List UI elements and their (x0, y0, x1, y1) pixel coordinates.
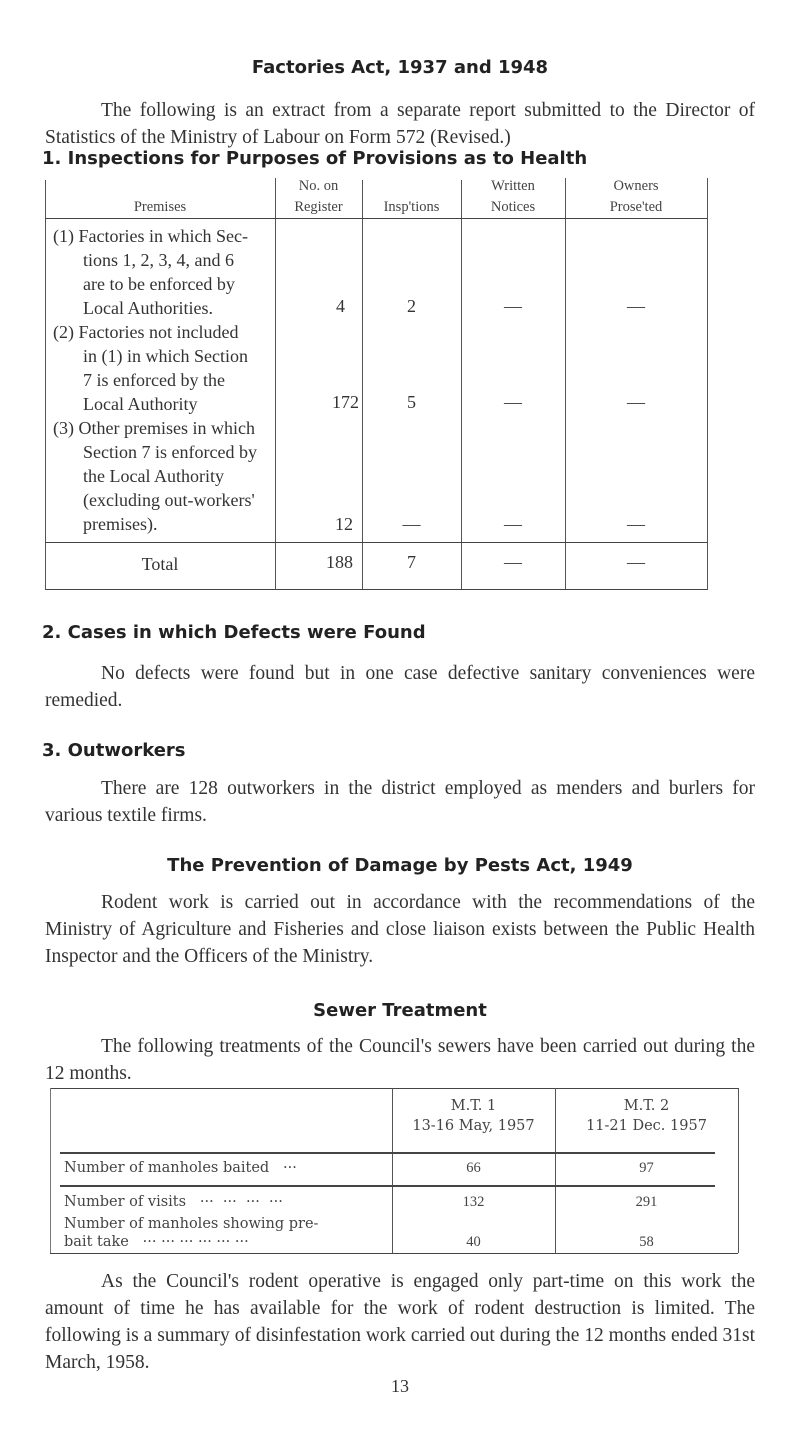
row-1-prosecuted: — (627, 296, 645, 316)
sewer-row-2-mt1: 132 (462, 1194, 485, 1210)
closing-text: As the Council's rodent operative is engaged only part-time on this work the amount of time he has available for the work of rodent destruction is limited. The following is a summary of disinfestation work carried out during the 12 months ended 31st March, 1958. (45, 1271, 755, 1373)
row-3-line: the Local Authority (83, 466, 224, 486)
row-3-line: premises). (83, 514, 158, 534)
row-1-notices: — (504, 296, 522, 316)
row-1-register: 4 (336, 296, 345, 316)
sewer-col-2-line1: M.T. 2 (623, 1098, 670, 1114)
sewer-heading: Sewer Treatment (313, 1000, 487, 1021)
header-premises: Premises (133, 199, 187, 215)
row-1-line: tions 1, 2, 3, 4, and 6 (83, 250, 234, 270)
row-2-line: (2) Factories not included (53, 322, 239, 342)
section-2-text: No defects were found but in one case defective sanitary conveniences were remedied. (45, 663, 755, 711)
row-1-line: (1) Factories in which Sec- (53, 226, 248, 246)
closing-paragraph (45, 1268, 755, 1376)
sewer-row-3-label-line1: Number of manholes showing pre- (64, 1216, 319, 1232)
sewer-text: The following treatments of the Council's sewers have been carried out during the 12 months. (45, 1036, 755, 1084)
sewer-row-1-label: Number of manholes baited ··· (64, 1160, 297, 1176)
row-3-line: (3) Other premises in which (53, 418, 255, 438)
row-3-register: 12 (335, 514, 353, 534)
section-3-text: There are 128 outworkers in the district employed as menders and burlers for various textile firms. (45, 778, 755, 826)
intro-paragraph (45, 97, 755, 151)
sewer-row-3-label-line2: bait take ··· ··· ··· ··· ··· ··· (64, 1234, 249, 1250)
sewer-row-2-mt2: 291 (635, 1194, 658, 1210)
sewer-col-1-line2: 13-16 May, 1957 (412, 1118, 535, 1134)
table-row-2-label (53, 320, 275, 416)
sewer-row-3-mt2: 58 (639, 1234, 654, 1250)
total-notices: — (504, 552, 522, 572)
total-prosecuted: — (627, 552, 645, 572)
table-row-1-label (53, 224, 275, 320)
inspections-table (45, 178, 753, 593)
header-inspections: Insp'tions (383, 199, 440, 215)
header-register-line2: Register (294, 199, 343, 215)
section-3-paragraph (45, 775, 755, 829)
row-2-notices: — (504, 392, 522, 412)
row-3-line: Section 7 is enforced by (83, 442, 257, 462)
pests-text: Rodent work is carried out in accordance with the recommendations of the Ministry of Agriculture and Fisheries and close liaison exists between the Public Health Inspector and the Officers of the Ministry. (45, 892, 755, 967)
sewer-paragraph (45, 1033, 755, 1087)
row-3-prosecuted: — (627, 514, 645, 534)
row-3-line: (excluding out-workers' (83, 490, 255, 510)
section-2-paragraph (45, 660, 755, 714)
section-1-heading: 1. Inspections for Purposes of Provisions as to Health (42, 148, 588, 169)
row-2-prosecuted: — (627, 392, 645, 412)
row-2-register: 172 (332, 392, 359, 412)
pests-paragraph (45, 889, 755, 970)
header-prosecuted-line2: Prose'ted (609, 199, 663, 215)
section-2-heading: 2. Cases in which Defects were Found (42, 622, 426, 643)
total-register: 188 (326, 552, 353, 572)
page-title: Factories Act, 1937 and 1948 (251, 57, 549, 78)
sewer-row-1-mt1: 66 (466, 1160, 481, 1176)
row-2-line: 7 is enforced by the (83, 370, 225, 390)
header-notices-line2: Notices (490, 199, 536, 215)
pests-heading: The Prevention of Damage by Pests Act, 1949 (167, 855, 633, 876)
row-2-line: in (1) in which Section (83, 346, 248, 366)
page-number: 13 (391, 1376, 409, 1396)
table-row-3-label (53, 416, 275, 536)
sewer-row-2-label: Number of visits ··· ··· ··· ··· (64, 1194, 283, 1210)
row-3-notices: — (504, 514, 522, 534)
sewer-row-1-mt2: 97 (639, 1160, 654, 1176)
row-1-line: are to be enforced by (83, 274, 235, 294)
row-1-inspections: 2 (407, 296, 416, 316)
header-notices-line1: Written (491, 178, 535, 194)
row-1-line: Local Authorities. (83, 298, 213, 318)
row-2-line: Local Authority (83, 394, 198, 414)
row-3-inspections: — (402, 514, 421, 534)
sewer-col-2-line2: 11-21 Dec. 1957 (586, 1118, 707, 1134)
sewer-col-1-line1: M.T. 1 (450, 1098, 497, 1114)
total-label: Total (141, 554, 179, 574)
total-inspections: 7 (407, 552, 416, 572)
intro-text: The following is an extract from a separate report submitted to the Director of Statistics of the Ministry of Labour on Form 572 (Revised.) (45, 100, 755, 148)
row-2-inspections: 5 (407, 392, 416, 412)
section-3-heading: 3. Outworkers (42, 740, 186, 761)
sewer-row-3-mt1: 40 (466, 1234, 481, 1250)
header-prosecuted-line1: Owners (613, 178, 659, 194)
sewer-table (50, 1088, 750, 1258)
header-register-line1: No. on (298, 178, 339, 194)
